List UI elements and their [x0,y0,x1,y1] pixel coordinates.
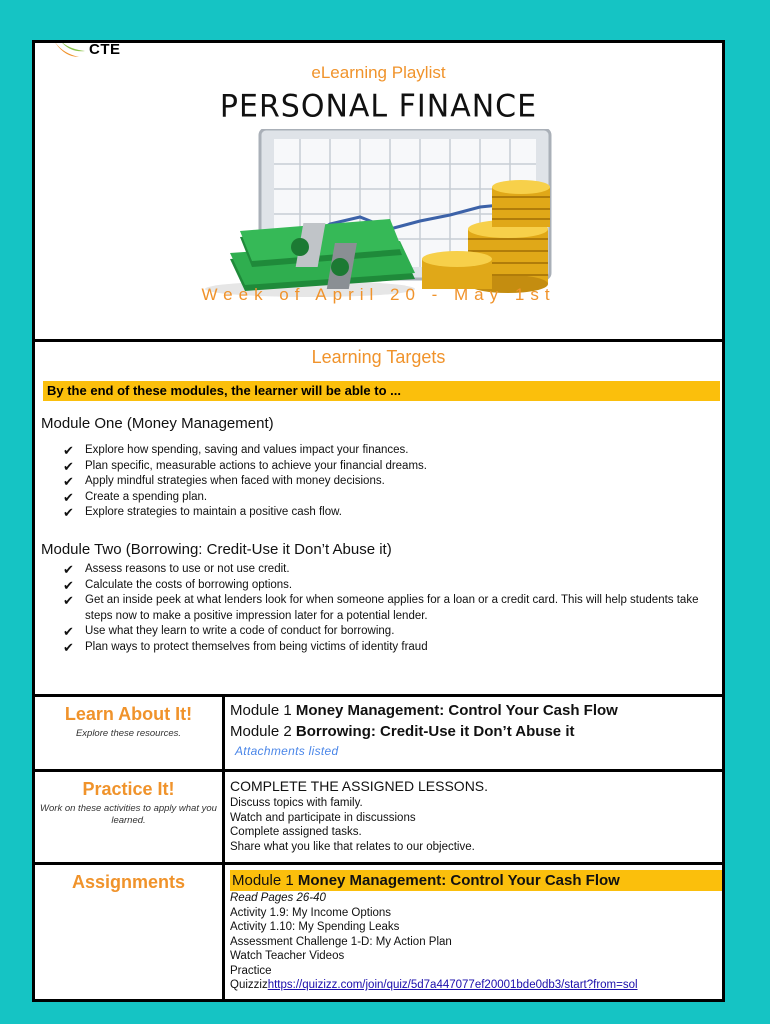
checkmark-icon: ✔ [63,474,74,489]
practice-left-cell [35,769,225,862]
page-title: PERSONAL FINANCE [219,88,538,125]
practice-row [35,769,722,865]
checkmark-icon: ✔ [63,443,74,458]
module-two-heading: Module Two (Borrowing: Credit-Use it Don’t Abuse it) [41,541,392,558]
practice-item: Discuss topics with family. [230,797,363,809]
checkmark-icon: ✔ [63,505,74,520]
target-item: ✔ Explore strategies to maintain a positive cash flow. [63,505,342,520]
assignments-module-1: Module 1 Money Management: Control Your Cash Flow [230,870,722,891]
quizziz-line: Quizzizhttps://quizizz.com/join/quiz/5d7a447077ef20001bde0db3/start?from=sol [230,979,638,991]
learn-right-cell [228,694,722,775]
assignment-item: Watch Teacher Videos [230,950,345,962]
checkmark-icon: ✔ [63,458,74,474]
assignment-item: Activity 1.10: My Spending Leaks [230,921,400,933]
assignments-right-cell [228,862,722,1010]
learn-title: Learn About It! [64,704,193,724]
target-item: ✔ Get an inside peek at what lenders look for when someone applies for a loan or a credit card. This will help students take steps now to make a positive impression later for a potential lender. [63,593,699,622]
target-item: ✔ Plan ways to protect themselves from being victims of identity fraud [63,639,428,655]
logo-text: CTE [89,43,121,58]
assignment-item: Practice [230,964,272,977]
practice-subtitle: Work on these activities to apply what you learned. [40,803,217,826]
playlist-subtitle: eLearning Playlist [311,63,446,82]
attachments-link[interactable]: Attachments listed [235,744,339,758]
finance-illustration [190,129,570,299]
practice-right-cell [228,769,722,862]
practice-item: Watch and participate in discussions [230,811,416,824]
learn-row [35,694,722,772]
assignments-title: Assignments [71,872,186,892]
learn-module-1: Module 1 Money Management: Control Your Cash Flow [230,702,618,719]
target-item: ✔ Plan specific, measurable actions to achieve your financial dreams. [63,458,427,474]
target-item: ✔ Assess reasons to use or not use credit. [63,562,290,577]
checkmark-icon: ✔ [63,562,74,577]
date-range-cutoff: Week of April 20 - May 1st [201,285,556,304]
assignments-list [230,906,722,979]
checkmark-icon: ✔ [63,577,74,593]
target-item: ✔ Apply mindful strategies when faced with money decisions. [63,474,385,489]
learning-targets-title: Learning Targets [311,347,446,367]
quizziz-link[interactable]: https://quizizz.com/join/quiz/5d7a447077ef20001bde0db3/start?from=sol [267,979,638,991]
assignment-item: Activity 1.9: My Income Options [230,906,392,919]
assignments-row [35,862,722,1002]
practice-list [230,796,722,854]
target-item: ✔ Use what they learn to write a code of conduct for borrowing. [63,624,395,639]
targets-intro: By the end of these modules, the learner will be able to ... [43,381,720,401]
module-one-list [63,443,713,521]
checkmark-icon: ✔ [63,489,74,505]
cte-logo-swoosh-icon [45,43,89,65]
practice-item: Share what you like that relates to our objective. [230,840,475,853]
module-one-heading: Module One (Money Management) [41,415,274,432]
learn-module-2: Module 2 Borrowing: Credit-Use it Don’t Abuse it [230,723,575,740]
module-two-list [63,562,713,655]
cte-logo [45,43,135,65]
learning-targets-section [35,339,722,697]
assignment-item: Assessment Challenge 1-D: My Action Plan [230,935,452,948]
playlist-sheet [32,40,725,1002]
practice-item: Complete assigned tasks. [230,826,362,838]
target-item: ✔ Calculate the costs of borrowing options. [63,577,293,593]
checkmark-icon: ✔ [63,624,74,639]
practice-heading: COMPLETE THE ASSIGNED LESSONS. [230,778,489,794]
learn-subtitle: Explore these resources. [75,728,182,739]
read-pages: Read Pages 26-40 [230,892,326,904]
target-item: ✔ Create a spending plan. [63,489,208,505]
checkmark-icon: ✔ [63,639,74,655]
header-section [35,43,722,342]
learn-left-cell [35,694,225,769]
target-item: ✔ Explore how spending, saving and values impact your finances. [63,443,409,458]
checkmark-icon: ✔ [63,593,74,608]
assignments-left-cell [35,862,225,1002]
practice-title: Practice It! [82,779,175,799]
